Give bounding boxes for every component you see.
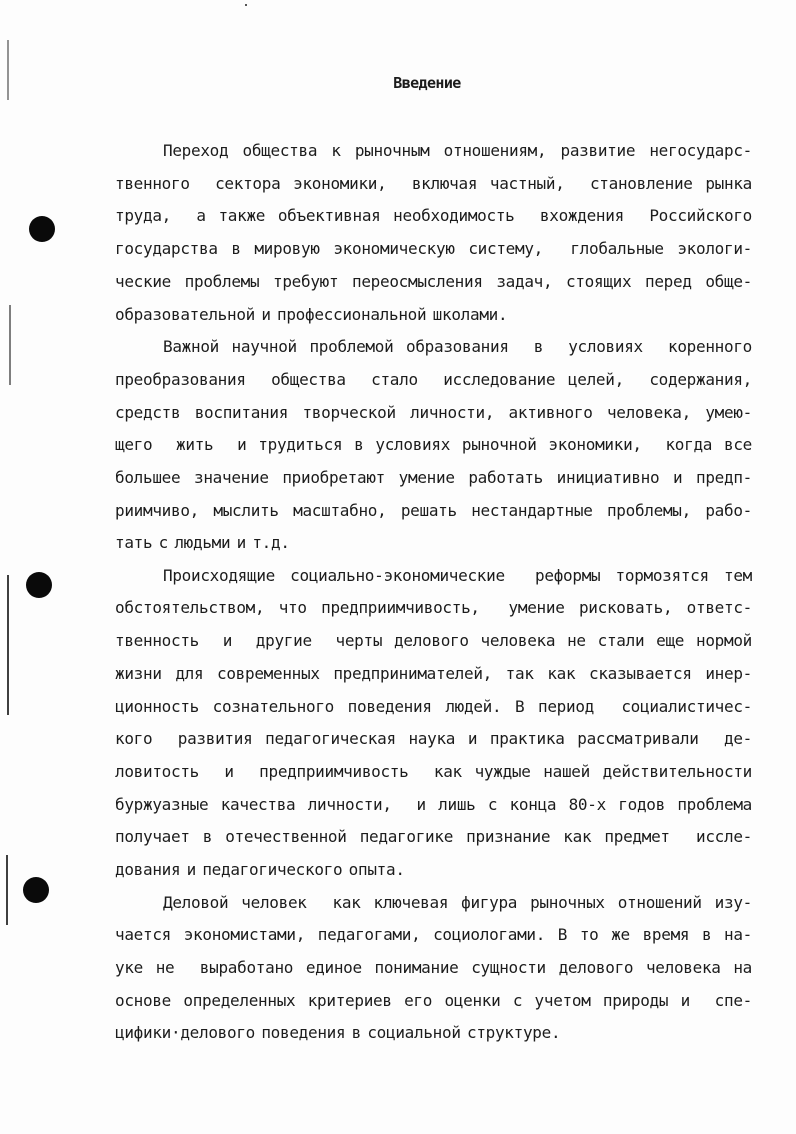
text-line: Важной научной проблемой образования в условиях коренного xyxy=(163,337,752,356)
text-line: жизни для современных предпринимателей, так как сказывается инер- xyxy=(115,664,752,683)
scan-edge-mark xyxy=(9,305,11,385)
text-line: основе определенных критериев его оценки с учетом природы и спе- xyxy=(115,991,752,1010)
punch-hole-top xyxy=(29,216,55,242)
text-line: цифики·делового поведения в социальной структуре. xyxy=(115,1023,561,1042)
scan-edge-mark xyxy=(6,855,8,925)
text-line: большее значение приобретают умение работать инициативно и предп- xyxy=(115,468,752,487)
text-line: твенного сектора экономики, включая частный, становление рынка xyxy=(115,174,752,193)
text-line: дования и педагогического опыта. xyxy=(115,860,405,879)
text-line: Деловой человек как ключевая фигура рыночных отношений изу- xyxy=(163,893,752,912)
text-line: Переход общества к рыночным отношениям, развитие негосударс- xyxy=(163,141,752,160)
text-line: риимчиво, мыслить масштабно, решать нестандартные проблемы, рабо- xyxy=(115,501,752,520)
text-line: образовательной и профессиональной школами. xyxy=(115,305,508,324)
text-line: тать с людьми и т.д. xyxy=(115,533,290,552)
text-line: получает в отечественной педагогике признание как предмет иссле- xyxy=(115,827,752,846)
page-title: Введение xyxy=(393,74,461,92)
text-line: Происходящие социально-экономические реформы тормозятся тем xyxy=(163,566,752,585)
text-line: государства в мировую экономическую систему, глобальные экологи- xyxy=(115,239,752,258)
text-line: ческие проблемы требуют переосмысления задач, стоящих перед обще- xyxy=(115,272,752,291)
text-line: буржуазные качества личности, и лишь с конца 80-х годов проблема xyxy=(115,795,752,814)
text-line: твенность и другие черты делового человека не стали еще нормой xyxy=(115,631,752,650)
text-line: ционность сознательного поведения людей. В период социалистичес- xyxy=(115,697,752,716)
text-line: уке не выработано единое понимание сущности делового человека на xyxy=(115,958,752,977)
text-line: средств воспитания творческой личности, активного человека, умею- xyxy=(115,403,752,422)
punch-hole-bottom xyxy=(23,877,49,903)
text-line: труда, а также объективная необходимость вхождения Российского xyxy=(115,206,752,225)
text-line: обстоятельством, что предприимчивость, умение рисковать, ответс- xyxy=(115,598,752,617)
text-line: преобразования общества стало исследование целей, содержания, xyxy=(115,370,752,389)
text-line: ловитость и предприимчивость как чуждые нашей действительности xyxy=(115,762,752,781)
text-line: кого развития педагогическая наука и практика рассматривали де- xyxy=(115,729,752,748)
text-line: щего жить и трудиться в условиях рыночной экономики, когда все xyxy=(115,435,752,454)
scan-speck xyxy=(245,4,247,6)
scan-edge-mark xyxy=(7,575,9,715)
text-line: чается экономистами, педагогами, социологами. В то же время в на- xyxy=(115,925,752,944)
punch-hole-middle xyxy=(26,572,52,598)
